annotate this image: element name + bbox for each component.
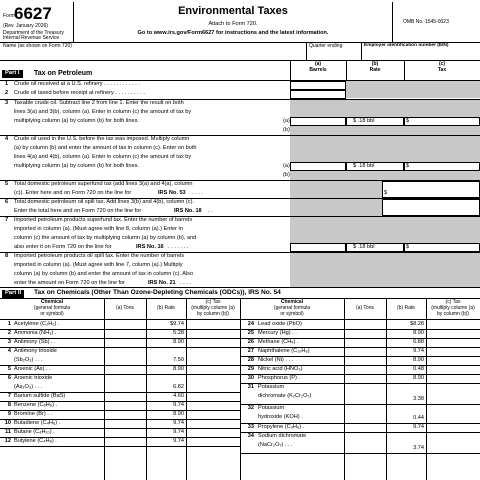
- department-line2: Internal Revenue Service: [3, 35, 60, 41]
- ein-field[interactable]: [362, 50, 480, 60]
- name-label: Name (as shown on Form 720): [3, 43, 72, 49]
- form-word: Form: [3, 13, 15, 19]
- left-tons-column-inputs[interactable]: [105, 320, 145, 455]
- col-a-sub: Barrels: [309, 67, 327, 73]
- line-6-tax-input[interactable]: [382, 199, 480, 216]
- line-4a-tax-input[interactable]: [404, 162, 480, 171]
- part2-label: Part II: [2, 290, 24, 298]
- right-tons-column-inputs[interactable]: [345, 320, 385, 455]
- form-number: 6627: [14, 4, 52, 23]
- line-4a-barrels-input[interactable]: [290, 162, 346, 171]
- name-field[interactable]: [0, 50, 306, 60]
- line-2-barrels-input[interactable]: [290, 90, 346, 99]
- line-1-barrels-input[interactable]: [290, 81, 346, 90]
- col-b-sub: Rate: [369, 67, 381, 73]
- line-5-tax-input[interactable]: [382, 181, 480, 198]
- line-7-tax-input[interactable]: [404, 243, 480, 252]
- line-3a-tax-input[interactable]: [404, 117, 480, 126]
- department-line1: Department of the Treasury: [3, 30, 64, 36]
- col-c-sub: Tax: [437, 67, 447, 73]
- quarter-field[interactable]: [307, 50, 361, 60]
- line-3a-barrels-input[interactable]: [290, 117, 346, 126]
- form-title: Environmental Taxes: [178, 5, 288, 17]
- attach-note: Attach to Form 720.: [208, 21, 258, 27]
- instructions-link[interactable]: Go to www.irs.gov/Form6627 for instructions and the latest information.: [137, 30, 329, 36]
- ein-label: Employer identification number (EIN): [364, 43, 449, 48]
- revision-date: (Rev. January 2026): [3, 23, 48, 29]
- col-b-header: (b): [371, 61, 379, 67]
- quarter-label: Quarter ending: [309, 43, 343, 49]
- col-a-header: (a): [314, 61, 322, 67]
- line-7-barrels-input[interactable]: [290, 243, 346, 252]
- omb-number: OMB No. 1545-0023: [403, 19, 449, 25]
- part2-title: Tax on Chemicals (Other Than Ozone-Depleting Chemicals (ODCs)), IRS No. 54: [34, 289, 281, 296]
- left-tax-column-inputs[interactable]: [187, 320, 239, 455]
- part1-label: Part I: [2, 70, 23, 78]
- right-tax-column-inputs[interactable]: [427, 320, 479, 455]
- part1-title: Tax on Petroleum: [34, 70, 93, 77]
- col-c-header: (c): [438, 61, 446, 67]
